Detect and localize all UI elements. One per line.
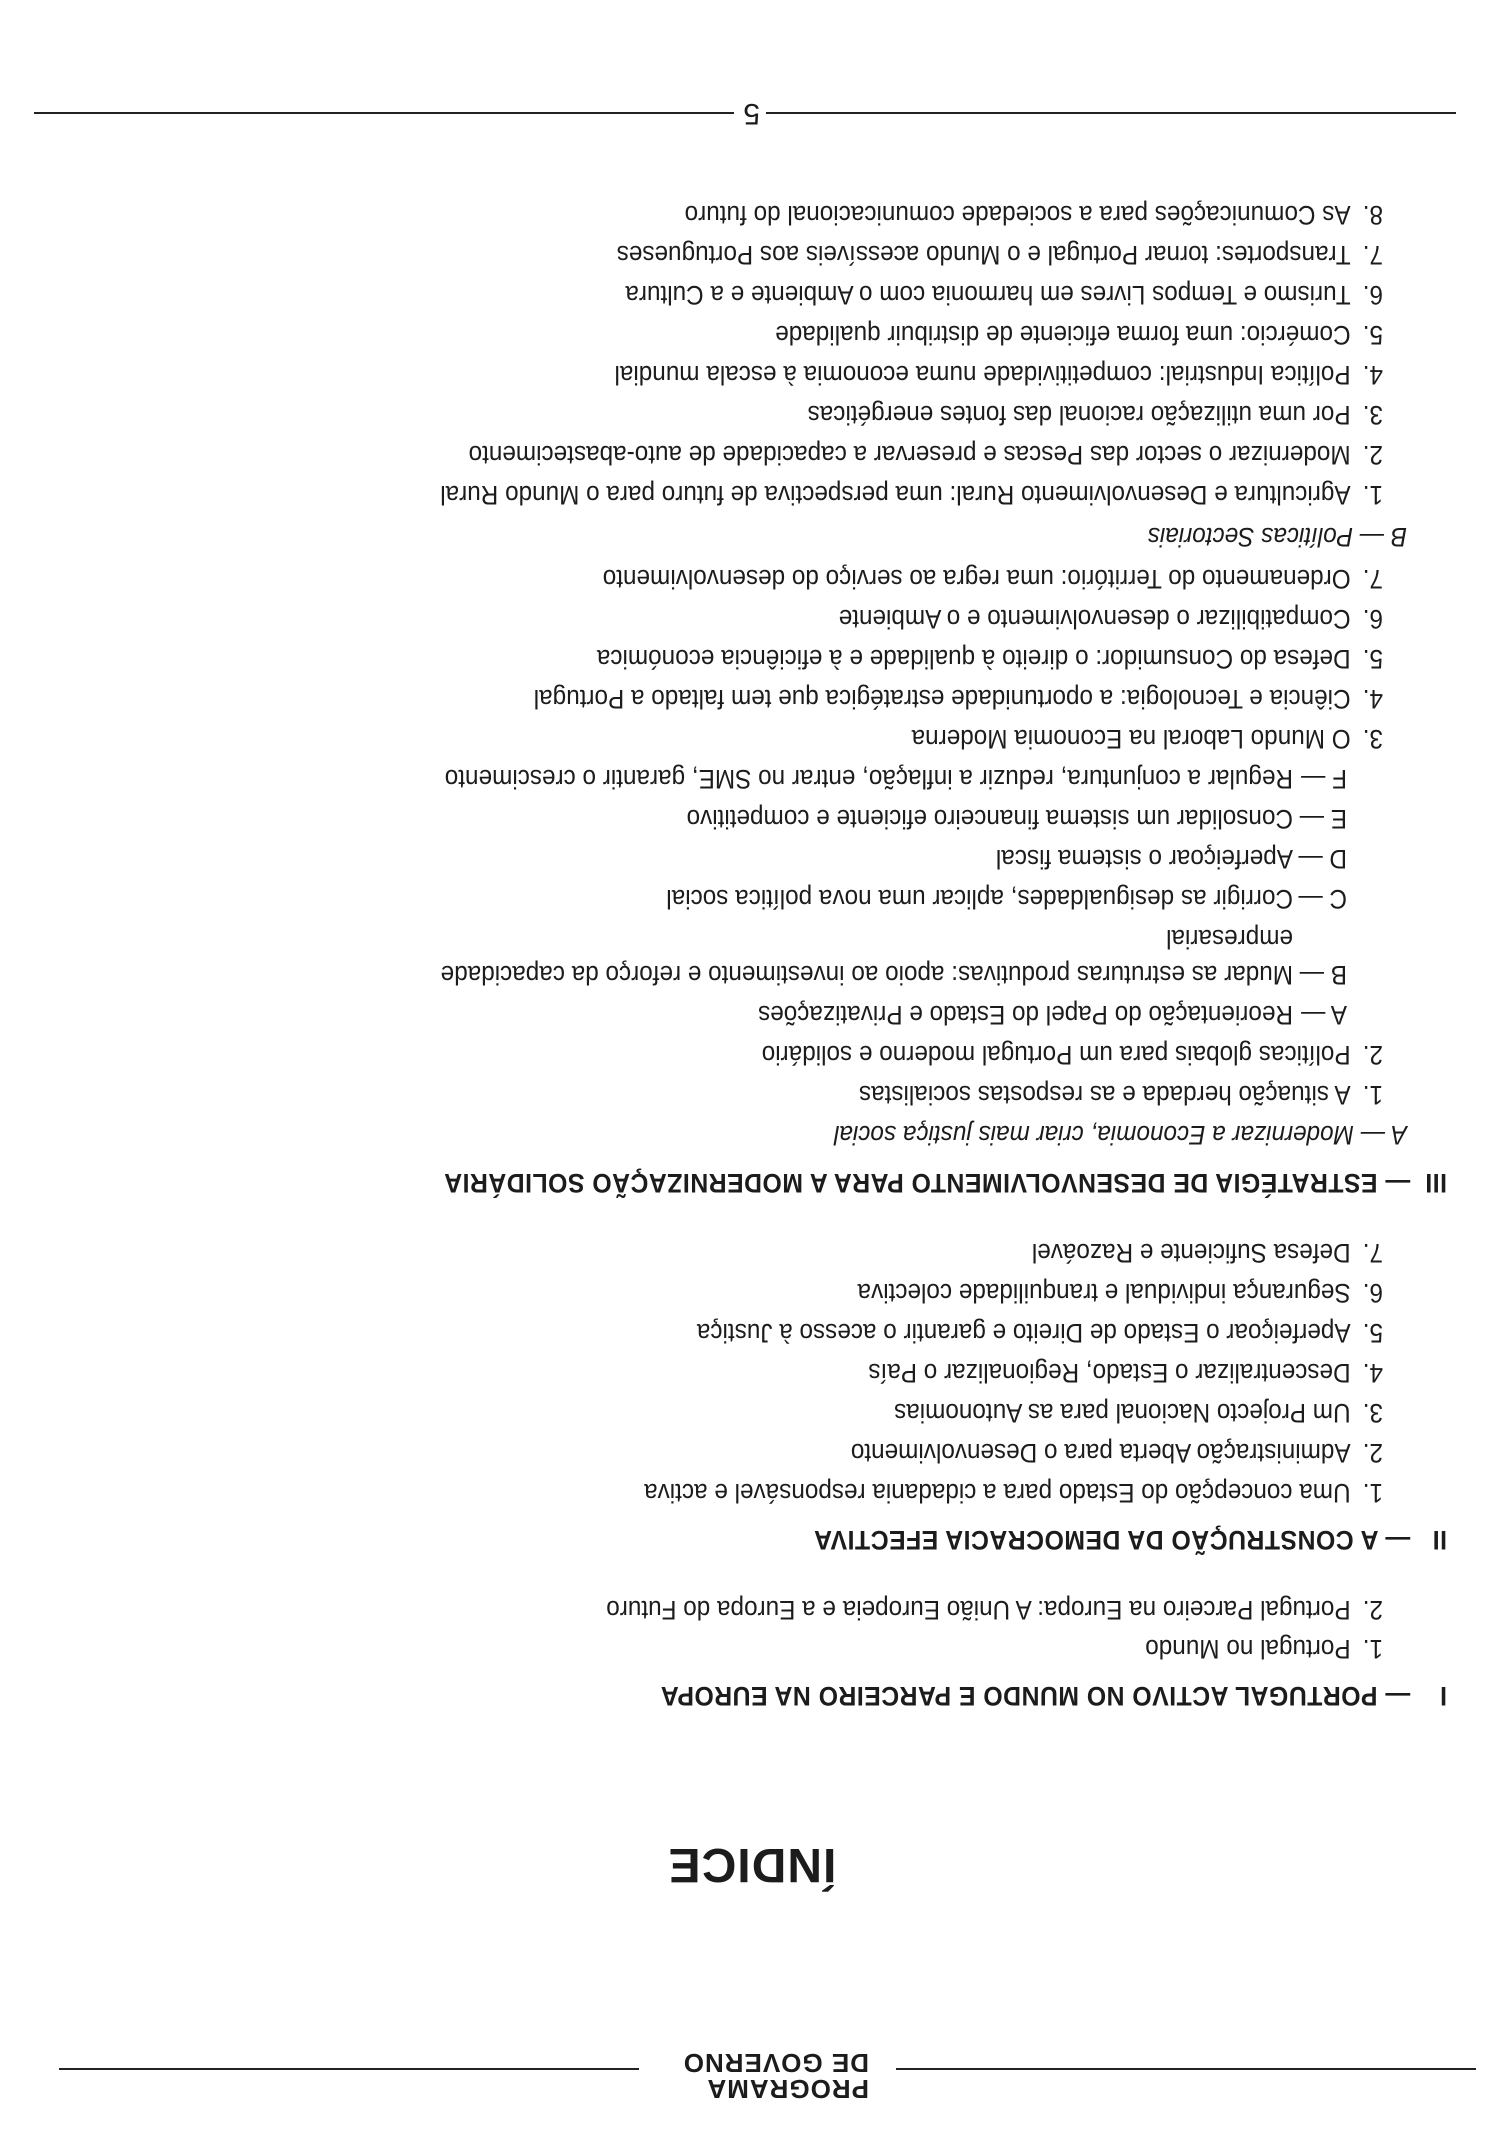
item-number: 3.: [1362, 400, 1383, 430]
item-text: Portugal Parceiro na Europa: A União Europeia e a Europa do Futuro: [606, 1595, 1351, 1625]
page-number: 5: [743, 97, 760, 130]
header-rule-left: [896, 2068, 1476, 2070]
item-text: Políticas globais para um Portugal moderno e solidário: [761, 1040, 1351, 1070]
item-text: Por uma utilização racional das fontes energéticas: [807, 400, 1351, 430]
list-item: [469, 439, 1383, 470]
item-text: Reorientação do Papel do Estado e Privatizações: [758, 1000, 1293, 1030]
item-text: Ordenamento do Território: uma regra ao serviço do desenvolvimento: [602, 564, 1351, 594]
lettered-item: [445, 763, 1347, 794]
item-text: Aperfeiçoar o Estado de Direito e garantir o acesso à Justiça: [696, 1318, 1351, 1348]
list-item: [685, 199, 1383, 230]
item-text: Aperfeiçoar o sistema fiscal: [995, 844, 1293, 874]
item-text: Regular a conjuntura, reduzir a inflação, entrar no SME, garantir o crescimento: [444, 764, 1293, 794]
item-number: 1.: [1362, 1478, 1383, 1508]
brand-line-2: DE GOVERNO: [682, 2048, 869, 2078]
section-title: — PORTUGAL ACTIVO NO MUNDO E PARCEIRO NA EUROPA: [660, 1681, 1411, 1711]
lettered-item: [441, 959, 1347, 990]
list-item: [606, 1594, 1383, 1625]
section-heading-1: [660, 1680, 1447, 1711]
section-heading-3: [444, 1167, 1447, 1198]
item-text: Segurança individual e tranquilidade colectiva: [857, 1278, 1351, 1308]
list-item: [775, 319, 1383, 350]
item-number: 1.: [1362, 1080, 1383, 1110]
list-item: [762, 1039, 1383, 1070]
subsection-b-heading: B — Políticas Sectoriais: [1147, 522, 1407, 552]
item-number: 1.: [1362, 480, 1383, 510]
list-item: [597, 643, 1383, 674]
list-item: [894, 1397, 1383, 1428]
section-number: III: [1424, 1168, 1447, 1198]
item-text: Administração Aberta para o Desenvolvimento: [850, 1438, 1351, 1468]
item-number: 7.: [1362, 564, 1383, 594]
item-number: 6.: [1362, 1278, 1383, 1308]
item-text: Mudar as estruturas produtivas: apoio ao investimento e reforço da capacidade: [440, 960, 1293, 990]
lettered-item: [687, 803, 1347, 834]
item-number: 2.: [1362, 1040, 1383, 1070]
item-number: 2.: [1362, 1438, 1383, 1468]
list-item: [603, 563, 1383, 594]
list-item: [851, 1437, 1383, 1468]
page-footer: [0, 94, 1504, 134]
item-text: O Mundo Laboral na Economia Moderna: [911, 724, 1351, 754]
page-header: [0, 2044, 1504, 2104]
list-item: [440, 479, 1383, 510]
list-item: [1145, 1633, 1383, 1664]
item-text: Consolidar um sistema financeiro eficiente e competitivo: [686, 804, 1293, 834]
list-item: [839, 603, 1383, 634]
item-letter: F —: [1301, 764, 1347, 794]
item-text: Ciência e Tecnologia: a oportunidade estratégica que tem faltado a Portugal: [533, 684, 1351, 714]
section-title: — ESTRATÉGIA DE DESENVOLVIMENTO PARA A MODERNIZAÇÃO SOLIDÁRIA: [443, 1168, 1411, 1198]
list-item: [614, 359, 1383, 390]
item-letter: E —: [1299, 804, 1347, 834]
item-number: 4.: [1362, 1358, 1383, 1388]
list-item: [808, 399, 1383, 430]
lettered-item-continuation: [1166, 923, 1347, 954]
item-text: Modernizar o sector das Pescas e preservar a capacidade de auto-abastecimento: [468, 440, 1351, 470]
brand-line-1: PROGRAMA: [706, 2074, 869, 2104]
item-text: Agricultura e Desenvolvimento Rural: uma perspectiva de futuro para o Mundo Rural: [440, 480, 1351, 510]
item-number: 2.: [1362, 440, 1383, 470]
list-item: [534, 683, 1383, 714]
item-number: 6.: [1362, 604, 1383, 634]
page-title: ÍNDICE: [667, 1838, 837, 1891]
list-item: [644, 1477, 1383, 1508]
list-item: [625, 279, 1383, 310]
item-text: Portugal no Mundo: [1145, 1634, 1351, 1664]
item-number: 5.: [1362, 320, 1383, 350]
item-number: 7.: [1362, 1238, 1383, 1268]
item-number: 5.: [1362, 1318, 1383, 1348]
item-text: Defesa Suficiente e Razoável: [1031, 1238, 1351, 1268]
item-text: empresarial: [1166, 924, 1293, 954]
list-item: [1032, 1237, 1383, 1268]
section-title: — A CONSTRUÇÃO DA DEMOCRACIA EFECTIVA: [813, 1525, 1411, 1555]
section-heading-2: [814, 1524, 1447, 1555]
item-text: Corrigir as desigualdades, aplicar uma nova política social: [666, 884, 1293, 914]
list-item: [912, 723, 1383, 754]
lettered-item: [666, 883, 1347, 914]
brand-logo: [649, 2050, 869, 2102]
item-number: 6.: [1362, 280, 1383, 310]
item-letter: A —: [1301, 1000, 1347, 1030]
list-item: [858, 1277, 1383, 1308]
item-text: Compatibilizar o desenvolvimento e o Ambiente: [838, 604, 1351, 634]
lettered-item: [996, 843, 1347, 874]
item-text: Comércio: uma forma eficiente de distribuir qualidade: [775, 320, 1351, 350]
item-number: 3.: [1362, 1398, 1383, 1428]
item-text: Turismo e Tempos Livres em harmonia com o Ambiente e a Cultura: [625, 280, 1351, 310]
lettered-item: [758, 999, 1347, 1030]
list-item: [868, 1357, 1383, 1388]
item-text: Política Industrial: competitividade numa economia à escala mundial: [614, 360, 1351, 390]
list-item: [617, 239, 1383, 270]
footer-rule-right: [34, 112, 734, 114]
header-rule-right: [59, 2068, 639, 2070]
item-letter: C —: [1298, 884, 1347, 914]
item-letter: D —: [1298, 844, 1347, 874]
item-number: 4.: [1362, 360, 1383, 390]
subsection-a-heading: A — Modernizar a Economia, criar mais justiça social: [833, 1120, 1407, 1150]
item-text: Um Projecto Nacional para as Autonomias: [894, 1398, 1351, 1428]
item-number: 8.: [1362, 200, 1383, 230]
item-text: Descentralizar o Estado, Regionalizar o País: [868, 1358, 1351, 1388]
item-number: 4.: [1362, 684, 1383, 714]
item-number: 2.: [1362, 1595, 1383, 1625]
item-number: 5.: [1362, 644, 1383, 674]
section-number: II: [1432, 1525, 1447, 1555]
list-item: [859, 1079, 1383, 1110]
item-text: As Comunicações para a sociedade comunicacional do futuro: [684, 200, 1351, 230]
item-number: 7.: [1362, 240, 1383, 270]
list-item: [697, 1317, 1383, 1348]
item-text: Transportes: tornar Portugal e o Mundo acessíveis aos Portugueses: [616, 240, 1351, 270]
item-number: 1.: [1362, 1634, 1383, 1664]
item-number: 3.: [1362, 724, 1383, 754]
footer-rule-left: [766, 112, 1456, 114]
item-text: A situação herdada e as respostas socialistas: [858, 1080, 1351, 1110]
item-letter: B —: [1299, 960, 1347, 990]
item-text: Uma concepção do Estado para a cidadania responsável e activa: [644, 1478, 1351, 1508]
section-number: I: [1439, 1681, 1447, 1711]
item-text: Defesa do Consumidor: o direito à qualidade e à eficiência económica: [596, 644, 1351, 674]
